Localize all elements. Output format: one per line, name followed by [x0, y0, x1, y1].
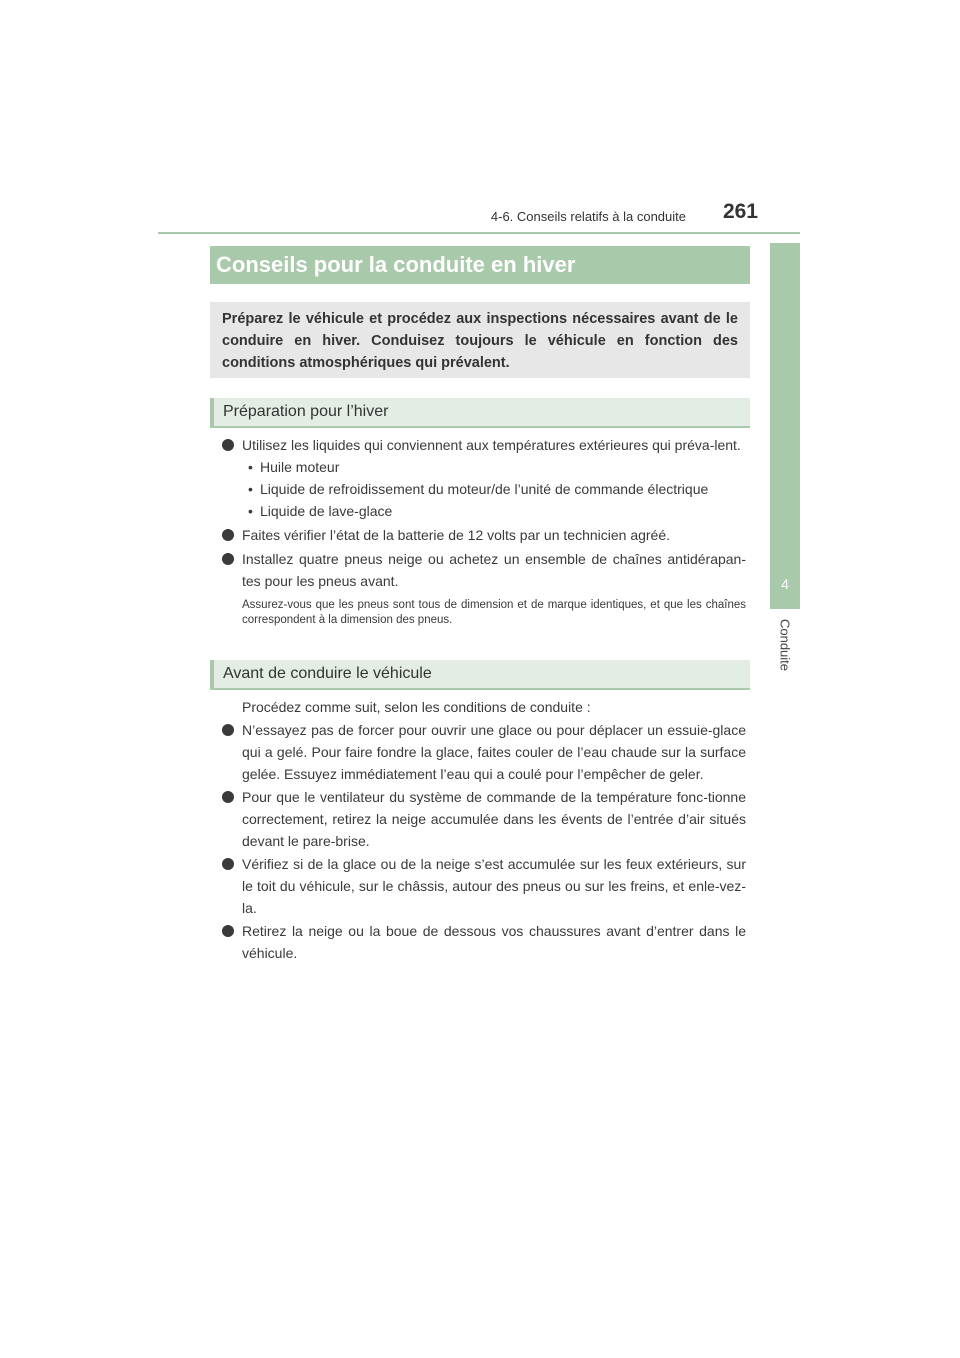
- list-item-text: Retirez la neige ou la boue de dessous vos chaussures avant d’entrer dans le véhicule.: [242, 923, 746, 961]
- list-item-text: Pour que le ventilateur du système de commande de la température fonc-tionne correctement, retirez la neige accumulée dans les évents de l’entrée d’air situés devant le pare-brise.: [242, 789, 746, 849]
- list-item-text: Installez quatre pneus neige ou achetez un ensemble de chaînes antidérapan-tes pour les pneus avant.: [242, 551, 746, 589]
- subheading-winter-prep: [210, 398, 750, 428]
- bullet-icon: [222, 553, 234, 565]
- intro-box: [210, 302, 750, 378]
- list-item: [222, 434, 746, 456]
- sub-bullet-icon: •: [248, 481, 253, 497]
- list-item: [222, 548, 746, 592]
- chapter-tab: [770, 243, 800, 609]
- section-title: 4-6. Conseils relatifs à la conduite: [490, 209, 686, 224]
- bullet-icon: [222, 858, 234, 870]
- sub-item-text: Huile moteur: [260, 459, 340, 475]
- sub-item: [222, 456, 746, 478]
- bullet-icon: [222, 724, 234, 736]
- list-item: [222, 920, 746, 964]
- sub-item-text: Liquide de lave-glace: [260, 503, 393, 519]
- before-driving-list: [222, 696, 746, 964]
- header-rule: [158, 232, 800, 234]
- page-title-band: [210, 246, 750, 284]
- sub-item: [222, 500, 746, 522]
- chapter-number: 4: [781, 576, 789, 592]
- subheading-title: Préparation pour l’hiver: [223, 403, 389, 420]
- list-item-text: Faites vérifier l’état de la batterie de 12 volts par un technicien agréé.: [242, 527, 671, 543]
- sub-bullet-icon: •: [248, 503, 253, 519]
- list-item: [222, 524, 746, 546]
- list-item-text: Vérifiez si de la glace ou de la neige s’est accumulée sur les feux extérieurs, sur le toit du véhicule, sur le châssis, autour des pneus ou sur les freins, et enle-vez-la.: [242, 856, 746, 916]
- sub-bullet-icon: •: [248, 459, 253, 475]
- sub-item-text: Liquide de refroidissement du moteur/de l’unité de commande électrique: [260, 481, 709, 497]
- winter-prep-list: [222, 434, 746, 628]
- sub-item: [222, 478, 746, 500]
- list-item: [222, 786, 746, 852]
- bullet-icon: [222, 529, 234, 541]
- bullet-icon: [222, 925, 234, 937]
- list-item: [222, 853, 746, 919]
- list-item-text: N’essayez pas de forcer pour ouvrir une glace ou pour déplacer un essuie-glace qui a gelé. Pour faire fondre la glace, faites couler de l’eau chaude sur la surface gelée. Essuyez immédiatement l’eau qui a coulé pour l’empêcher de geler.: [242, 722, 746, 782]
- subheading-before-driving: [210, 660, 750, 690]
- list-item: [222, 719, 746, 785]
- chapter-label: Conduite: [777, 618, 793, 672]
- subheading-title: Avant de conduire le véhicule: [223, 665, 432, 682]
- section-intro: Procédez comme suit, selon les conditions de conduite :: [242, 699, 591, 715]
- page-header: [158, 196, 800, 234]
- bullet-icon: [222, 439, 234, 451]
- page-number: 261: [722, 200, 758, 223]
- list-item-text: Utilisez les liquides qui conviennent aux températures extérieures qui préva-lent.: [242, 437, 741, 453]
- note-text: Assurez-vous que les pneus sont tous de dimension et de marque identiques, et que les chaînes correspondent à la dimension des pneus.: [242, 599, 746, 626]
- page-title: Conseils pour la conduite en hiver: [216, 252, 576, 277]
- bullet-icon: [222, 791, 234, 803]
- intro-text: Préparez le véhicule et procédez aux inspections nécessaires avant de le conduire en hiver. Conduisez toujours le véhicule en fonction des conditions atmosphériques qui prévalent.: [222, 311, 738, 371]
